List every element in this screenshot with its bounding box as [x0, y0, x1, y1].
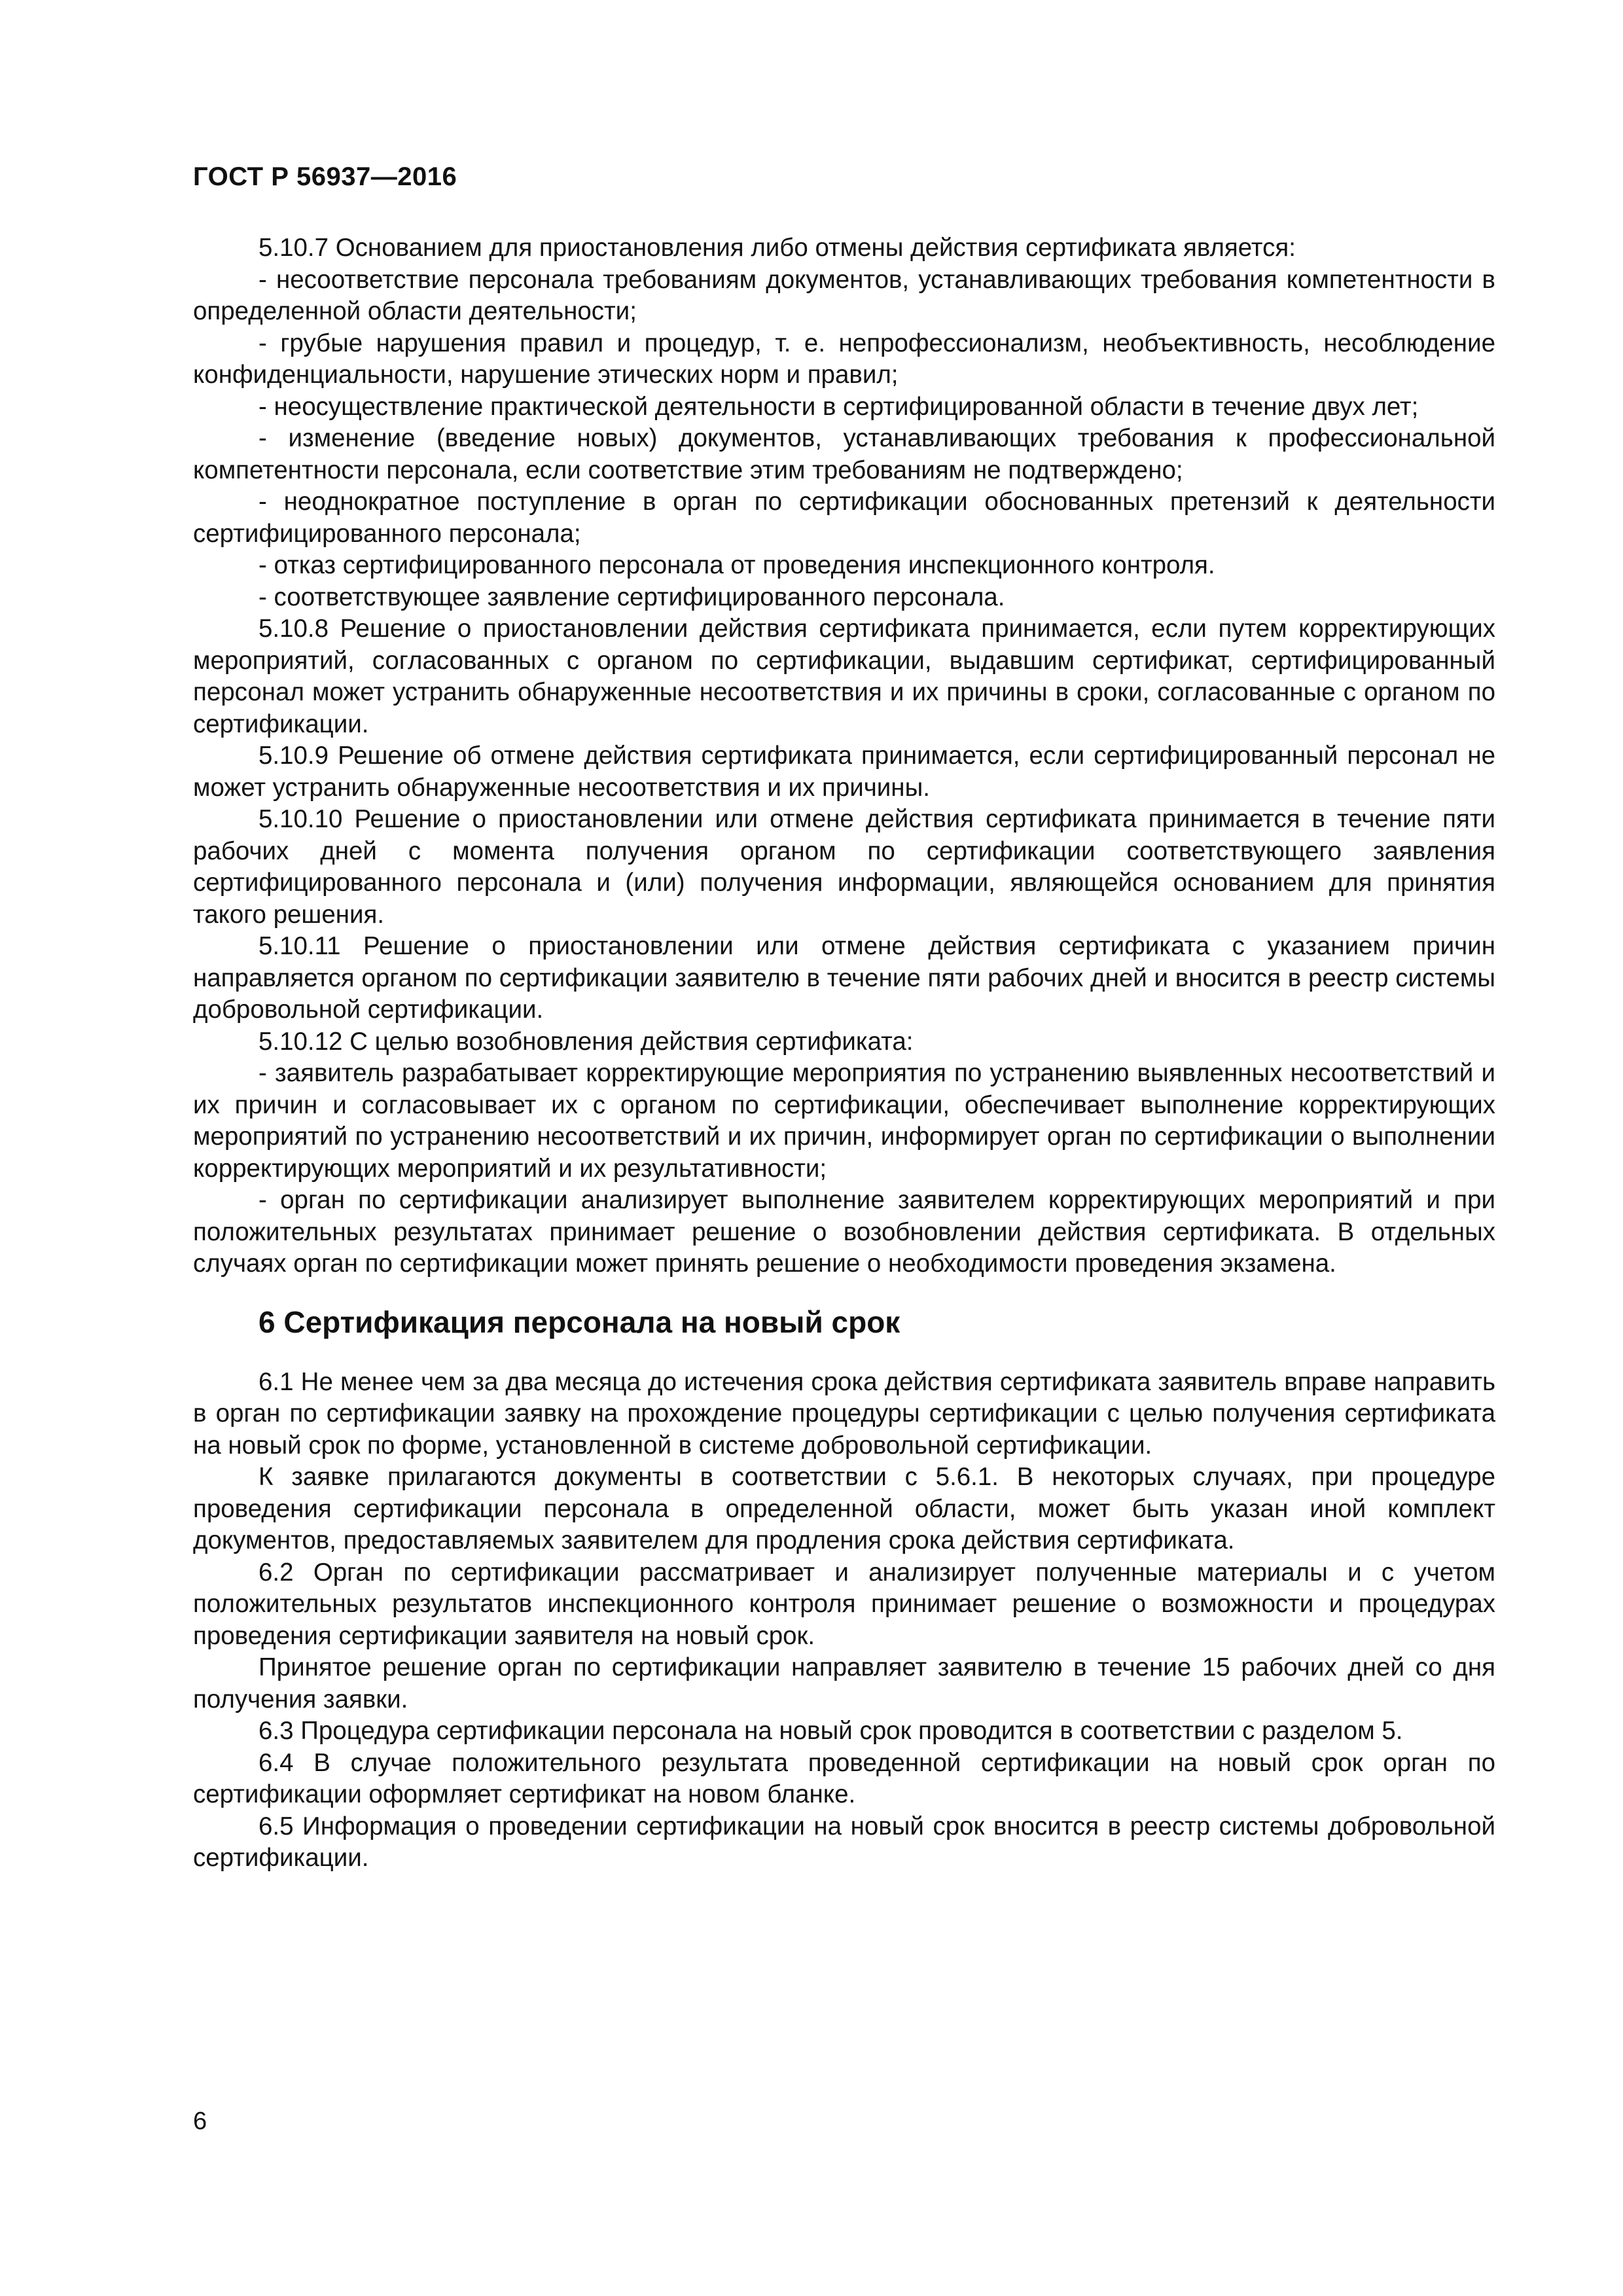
- list-item: - заявитель разрабатывает корректирующие мероприятия по устранению выявленных несоответствий и их причин и согласовывает их с органом по сертификации, обеспечивает выполнение корректирующих мероприятий по устранению несоответствий и их причин, информирует орган по сертификации о выполнении корректирующих мероприятий и их результативности;: [193, 1059, 1495, 1183]
- paragraph: 6.5 Информация о проведении сертификации на новый срок вносится в реестр системы добровольной сертификации.: [193, 1812, 1495, 1872]
- paragraph: 5.10.7 Основанием для приостановления либо отмены действия сертификата является:: [259, 234, 1296, 262]
- section-6: [193, 1367, 1495, 1874]
- paragraph: 6.1 Не менее чем за два месяца до истечения срока действия сертификата заявитель вправе направить в орган по сертификации заявку на прохождение процедуры сертификации с целью получения сертификата на новый срок по форме, установленной в системе добровольной сертификации.: [193, 1367, 1495, 1460]
- list-item: - несоответствие персонала требованиям документов, устанавливающих требования компетентности в определенной области деятельности;: [193, 265, 1495, 325]
- paragraph: 6.2 Орган по сертификации рассматривает и анализирует полученные материалы и с учетом положительных результатов инспекционного контроля принимает решение о возможности и процедурах проведения сертификации заявителя на новый срок.: [193, 1558, 1495, 1650]
- paragraph: 5.10.11 Решение о приостановлении или отмене действия сертификата с указанием причин направляется органом по сертификации заявителю в течение пяти рабочих дней и вносится в реестр системы добровольной сертификации.: [193, 932, 1495, 1024]
- paragraph: 6.4 В случае положительного результата проведенной сертификации на новый срок орган по сертификации оформляет сертификат на новом бланке.: [193, 1748, 1495, 1808]
- paragraph: Принятое решение орган по сертификации направляет заявителю в течение 15 рабочих дней со дня получения заявки.: [193, 1653, 1495, 1713]
- section-6-title: 6 Сертификация персонала на новый срок: [259, 1304, 901, 1339]
- list-item: - орган по сертификации анализирует выполнение заявителем корректирующих мероприятий и при положительных результатах принимает решение о возобновлении действия сертификата. В отдельных случаях орган по сертификации может принять решение о необходимости проведения экзамена.: [193, 1186, 1495, 1278]
- paragraph: 5.10.10 Решение о приостановлении или отмене действия сертификата принимается в течение пяти рабочих дней с момента получения органом по сертификации соответствующего заявления сертифицированного персонала и (или) получения информации, являющейся основанием для принятия такого решения.: [193, 805, 1495, 929]
- list-item: - неосуществление практической деятельности в сертифицированной области в течение двух лет;: [259, 392, 1419, 421]
- document-header: ГОСТ Р 56937—2016: [193, 162, 457, 191]
- section-5-continuation: [193, 232, 1495, 1280]
- list-item: - неоднократное поступление в орган по сертификации обоснованных претензий к деятельности сертифицированного персонала;: [193, 488, 1495, 548]
- paragraph: 6.3 Процедура сертификации персонала на новый срок проводится в соответствии с разделом 5.: [259, 1717, 1403, 1745]
- paragraph: 5.10.12 С целью возобновления действия сертификата:: [259, 1027, 914, 1056]
- paragraph: 5.10.9 Решение об отмене действия сертификата принимается, если сертифицированный персонал не может устранить обнаруженные несоответствия и их причины.: [193, 742, 1495, 802]
- paragraph: 5.10.8 Решение о приостановлении действия сертификата принимается, если путем корректирующих мероприятий, согласованных с органом по сертификации, выдавшим сертификат, сертифицированный персонал может устранить обнаруженные несоответствия и их причины в сроки, согласованные с органом по сертификации.: [193, 615, 1495, 738]
- list-item: - грубые нарушения правил и процедур, т. е. непрофессионализм, необъективность, несоблюдение конфиденциальности, нарушение этических норм и правил;: [193, 329, 1495, 389]
- list-item: - соответствующее заявление сертифицированного персонала.: [259, 583, 1005, 611]
- document-body: [193, 232, 1495, 1874]
- list-item: - отказ сертифицированного персонала от проведения инспекционного контроля.: [259, 551, 1215, 579]
- paragraph: К заявке прилагаются документы в соответствии с 5.6.1. В некоторых случаях, при процедуре проведения сертификации персонала в определенной области, может быть указан иной комплект документов, предоставляемых заявителем для продления срока действия сертификата.: [193, 1463, 1495, 1554]
- list-item: - изменение (введение новых) документов, устанавливающих требования к профессиональной компетентности персонала, если соответствие этим требованиям не подтверждено;: [193, 424, 1495, 484]
- page-number: 6: [193, 2108, 207, 2135]
